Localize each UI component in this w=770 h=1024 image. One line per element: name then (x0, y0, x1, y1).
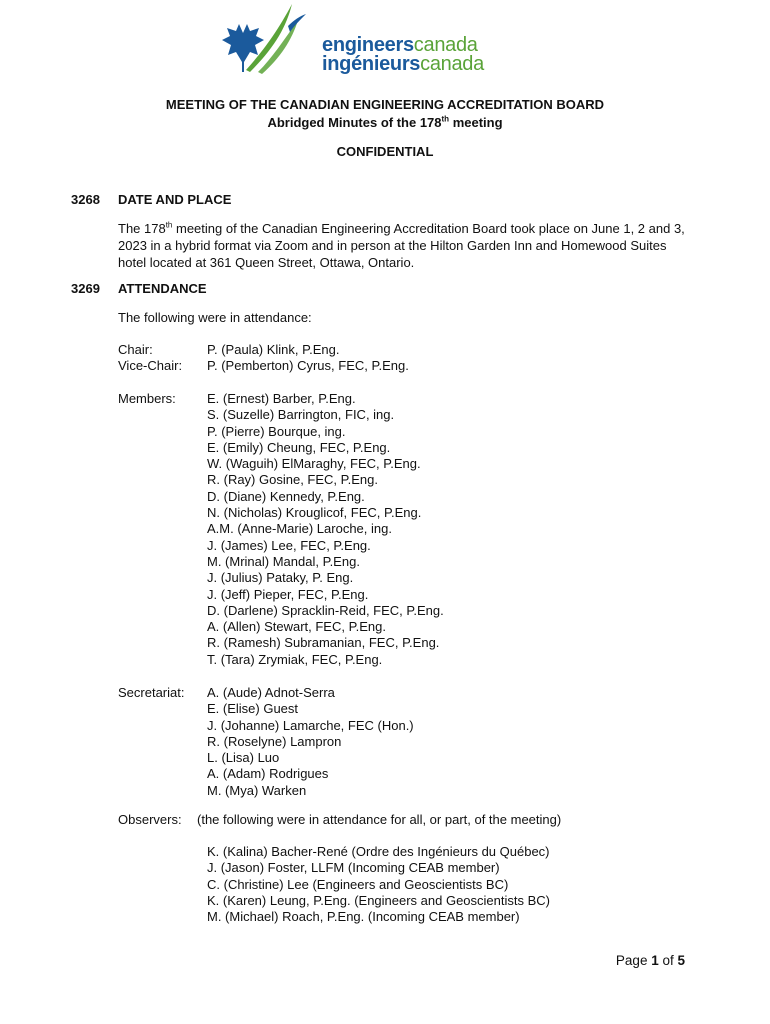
list-item: A. (Aude) Adnot-Serra (207, 685, 335, 700)
list-item: L. (Lisa) Luo (207, 750, 280, 766)
list-item: E. (Elise) Guest (207, 701, 299, 717)
list-item: J. (James) Lee, FEC, P.Eng. (207, 537, 371, 553)
page-total: 5 (677, 953, 685, 968)
logo-word-canada: canada (413, 34, 478, 56)
list-item: J. (Julius) Pataky, P. Eng. (207, 570, 354, 586)
subtitle-suffix: meeting (449, 115, 503, 130)
list-item: N. (Nicholas) Krouglicof, FEC, P.Eng. (207, 505, 422, 521)
subtitle-prefix: Abridged Minutes of the 178 (267, 115, 442, 130)
list-item: J. (Johanne) Lamarche, FEC (Hon.) (207, 717, 414, 733)
section-number-3268: 3268 (71, 192, 100, 207)
secretariat-list (207, 685, 414, 799)
page-current: 1 (651, 953, 659, 968)
page-number (616, 953, 685, 968)
observers-label: Observers: (118, 812, 182, 827)
list-item: M. (Mya) Warken (207, 782, 307, 798)
list-item: S. (Suzelle) Barrington, FIC, ing. (207, 407, 395, 423)
section-title-date-place: DATE AND PLACE (118, 192, 232, 207)
list-item: D. (Darlene) Spracklin-Reid, FEC, P.Eng. (207, 602, 444, 618)
list-item: W. (Waguih) ElMaraghy, FEC, P.Eng. (207, 456, 421, 472)
logo-word-ingenieurs: ingénieurs (322, 53, 421, 75)
observers-note: (the following were in attendance for all, or part, of the meeting) (197, 812, 562, 827)
list-item: A.M. (Anne-Marie) Laroche, ing. (207, 521, 392, 537)
list-item: K. (Kalina) Bacher-René (Ordre des Ingénieurs du Québec) (207, 844, 550, 859)
page-of: of (658, 953, 678, 968)
list-item: R. (Ray) Gosine, FEC, P.Eng. (207, 472, 378, 488)
section-number-3269: 3269 (71, 281, 100, 296)
document-subtitle (0, 115, 770, 130)
paragraph-sup: th (165, 220, 173, 230)
logo-word-canada-fr: canada (420, 53, 484, 75)
list-item: R. (Roselyne) Lampron (207, 733, 342, 749)
chair-label: Chair: (118, 342, 153, 357)
list-item: A. (Allen) Stewart, FEC, P.Eng. (207, 619, 386, 635)
document-title: MEETING OF THE CANADIAN ENGINEERING ACCREDITATION BOARD (165, 97, 605, 112)
vice-chair-name: P. (Pemberton) Cyrus, FEC, P.Eng. (207, 358, 409, 373)
list-item: M. (Michael) Roach, P.Eng. (Incoming CEAB member) (207, 909, 520, 925)
list-item: R. (Ramesh) Subramanian, FEC, P.Eng. (207, 635, 440, 651)
list-item: C. (Christine) Lee (Engineers and Geoscientists BC) (207, 876, 509, 892)
list-item: J. (Jason) Foster, LLFM (Incoming CEAB member) (207, 860, 500, 876)
paragraph-prefix: The 178 (118, 221, 166, 236)
list-item: T. (Tara) Zrymiak, FEC, P.Eng. (207, 651, 383, 667)
page-word: Page (615, 953, 652, 968)
engineers-canada-logo (214, 0, 504, 88)
list-item: K. (Karen) Leung, P.Eng. (Engineers and Geoscientists BC) (207, 892, 551, 908)
observers-list (207, 844, 550, 925)
secretariat-label: Secretariat: (118, 685, 185, 700)
attendance-intro: The following were in attendance: (118, 310, 312, 325)
chair-name: P. (Paula) Klink, P.Eng. (207, 342, 340, 357)
date-place-paragraph (118, 220, 690, 271)
subtitle-sup: th (441, 114, 450, 124)
list-item: P. (Pierre) Bourque, ing. (207, 423, 346, 439)
members-list (207, 391, 444, 668)
vice-chair-label: Vice-Chair: (118, 358, 183, 373)
list-item: D. (Diane) Kennedy, P.Eng. (207, 488, 365, 504)
logo-word-engineers: engineers (322, 34, 414, 56)
list-item: A. (Adam) Rodrigues (207, 766, 329, 782)
list-item: J. (Jeff) Pieper, FEC, P.Eng. (207, 586, 369, 602)
confidential-label: CONFIDENTIAL (336, 144, 434, 159)
section-title-attendance: ATTENDANCE (118, 281, 207, 296)
paragraph-suffix: meeting of the Canadian Engineering Accreditation Board took place on June 1, 2 and 3, 2023 in a hybrid format via Zoom and in person at the Hilton Garden Inn and Homewood Suites hotel located at 361 Queen Street, Ottawa, Ontario. (118, 221, 685, 270)
members-label: Members: (118, 391, 176, 406)
list-item: E. (Emily) Cheung, FEC, P.Eng. (207, 439, 391, 455)
list-item: E. (Ernest) Barber, P.Eng. (207, 391, 356, 406)
list-item: M. (Mrinal) Mandal, P.Eng. (207, 553, 360, 569)
